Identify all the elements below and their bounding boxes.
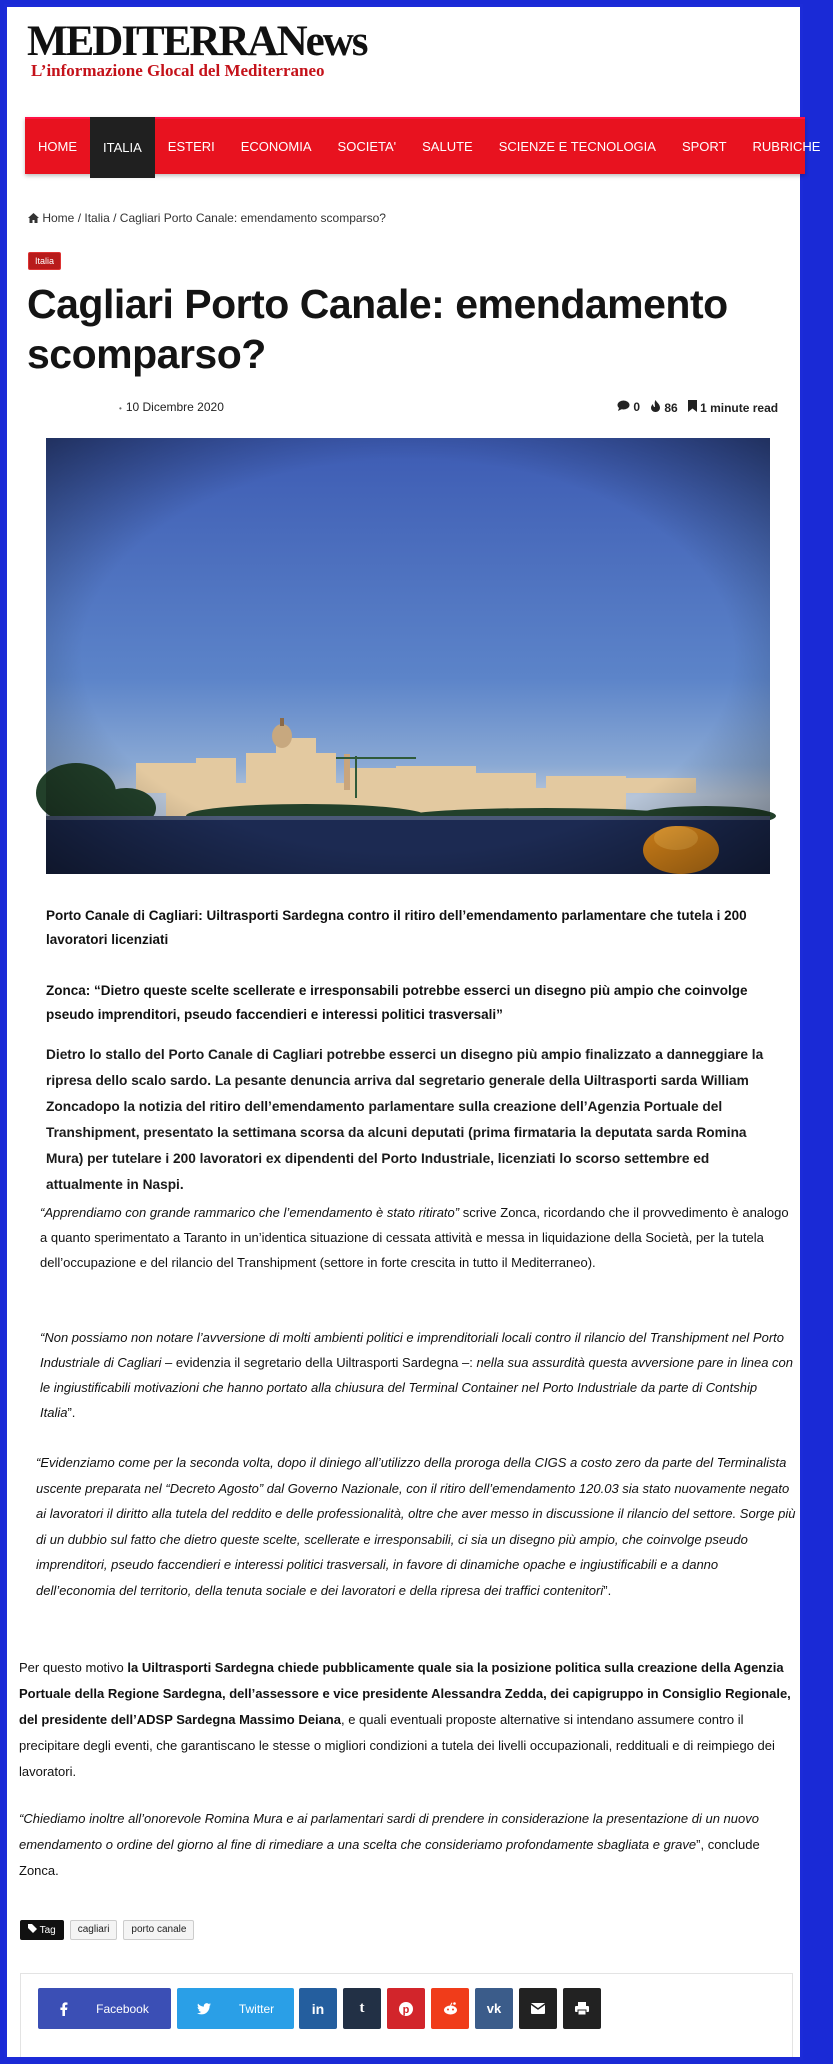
p2-mid: – evidenzia il segretario della Uiltrasporti Sardegna –: xyxy=(161,1355,477,1370)
svg-text:p: p xyxy=(402,2003,410,2016)
lead-text-b: dopo la notizia del ritiro dell’emendamento parlamentare sulla creazione dell’Agenzia Portuale del Transhipment, presentato la settimana scorsa da alcuni deputati (prima firmataria la deputata sarda Romina Mura) per tutelare i 200 lavoratori ex dipendenti del Porto Industriale, licenziati lo scorso settembre ed attualmente in Naspi. xyxy=(46,1099,747,1192)
tag-icon xyxy=(28,1924,37,1933)
tag-list xyxy=(20,1920,194,1940)
hero-image xyxy=(46,438,770,874)
comment-icon xyxy=(617,400,630,411)
facebook-label: Facebook xyxy=(96,2001,149,2016)
p5-quote: “Chiediamo inoltre all’onorevole Romina Mura e ai parlamentari sardi di prendere in considerazione la presentazione di un nuovo emendamento o ordine del giorno al fine di rimediare a una scelta che consideriamo profondamente sbagliata e grave xyxy=(19,1811,759,1852)
breadcrumb-section[interactable]: Italia xyxy=(84,211,110,225)
nav-item-italia[interactable]: ITALIA xyxy=(90,117,155,178)
p1-quote: “Apprendiamo con grande rammarico che l’emendamento è stato ritirato” xyxy=(40,1205,460,1220)
share-email-button[interactable] xyxy=(519,1988,557,2029)
home-icon xyxy=(28,213,39,223)
bookmark-icon xyxy=(688,400,697,412)
share-linkedin-button[interactable] xyxy=(299,1988,337,2029)
article-title: Cagliari Porto Canale: emendamento scomparso? xyxy=(27,281,728,377)
paragraph-3 xyxy=(36,1450,796,1603)
paragraph-4 xyxy=(19,1655,799,1785)
article-stats xyxy=(617,400,778,415)
breadcrumb-home[interactable]: Home xyxy=(42,211,75,225)
read-time xyxy=(688,400,778,415)
share-vk-button[interactable] xyxy=(475,1988,513,2029)
breadcrumb-separator: / xyxy=(113,211,117,225)
article-subtitle-2: Zonca: “Dietro queste scelte scellerate e irresponsabili potrebbe esserci un disegno più ampio che coinvolge pseudo imprenditori, pseudo faccendieri e interessi politici trasversali” xyxy=(46,983,748,1022)
nav-item-scienze[interactable]: SCIENZE E TECNOLOGIA xyxy=(498,139,656,154)
share-facebook-button[interactable] xyxy=(38,1988,171,2029)
views-count xyxy=(650,400,678,415)
twitter-label: Twitter xyxy=(238,2001,275,2016)
tag-label-text: Tag xyxy=(39,1925,56,1936)
nav-item-sport[interactable]: SPORT xyxy=(681,139,727,154)
reddit-icon xyxy=(443,2002,458,2015)
email-icon xyxy=(531,2003,545,2014)
tumblr-icon: t xyxy=(359,2000,365,2016)
facebook-icon xyxy=(60,2002,68,2016)
site-logo[interactable] xyxy=(27,19,367,81)
share-reddit-button[interactable] xyxy=(431,1988,469,2029)
p4-b: , e quali eventuali proposte alternative si intendano assumere contro il precipitare degli eventi, che garantiscano le stesse o migliori condizioni a tutela dei livelli occupazionali, reddituali e di reimpiego dei lavoratori. xyxy=(19,1712,775,1779)
p2-quote-b: nella sua assurdità questa avversione pare in linea con le ingiustificabili motivazioni che hanno portato alla chiusura del Terminal Container nel Porto Industriale da parte di Contship Italia xyxy=(40,1355,794,1420)
logo-text: MEDITERRANews xyxy=(27,18,367,65)
p4-a: Per questo motivo xyxy=(19,1660,128,1675)
nav-item-salute[interactable]: SALUTE xyxy=(422,139,473,154)
share-twitter-button[interactable] xyxy=(177,1988,294,2029)
article-lead xyxy=(46,1042,781,1198)
p1-rest: scrive Zonca, ricordando che il provvedimento è analogo a quanto sperimentato a Taranto in un’identica situazione di cessata attività e messa in liquidazione della Società, per la tutela dell’occupazione e del rilancio del Transhipment (settore in forte crescita in tutto il Mediterraneo). xyxy=(40,1205,789,1270)
nav-item-home[interactable]: HOME xyxy=(38,139,77,154)
share-tumblr-button[interactable] xyxy=(343,1988,381,2029)
p5-end: ”, conclude Zonca. xyxy=(19,1837,760,1878)
comments-count[interactable] xyxy=(617,400,640,415)
p2-end: ”. xyxy=(67,1405,76,1420)
vk-icon: vk xyxy=(486,2001,502,2016)
main-nav xyxy=(25,117,821,174)
views-value: 86 xyxy=(664,401,678,415)
comments-value: 0 xyxy=(633,400,641,414)
linkedin-icon: in xyxy=(311,2000,325,2017)
p2-quote-a: “Non possiamo non notare l’avversione di molti ambienti politici e imprenditoriali locali contro il rilancio del Transhipment nel Porto Industriale di Cagliari xyxy=(40,1330,784,1370)
article-date: • 10 Dicembre 2020 xyxy=(119,400,224,414)
date-text: 10 Dicembre 2020 xyxy=(125,400,224,414)
tag-chip[interactable]: cagliari xyxy=(70,1920,118,1940)
share-pinterest-button[interactable] xyxy=(387,1988,425,2029)
p3-end: ”. xyxy=(603,1582,612,1598)
nav-item-esteri[interactable]: ESTERI xyxy=(167,139,215,154)
p4-bold: la Uiltrasporti Sardegna chiede pubblicamente quale sia la posizione politica sulla creazione della Agenzia Portuale della Regione Sardegna, dell’assessore e vice presidente Alessandra Zedda, dei capigruppo in Consiglio Regionale, del presidente dell’ADSP Sardegna Massimo Deiana xyxy=(19,1660,791,1727)
paragraph-5 xyxy=(19,1806,799,1884)
tag-chip[interactable]: porto canale xyxy=(123,1920,194,1940)
lead-text-a: Dietro lo stallo del Porto Canale di Cagliari potrebbe esserci un disegno più ampio finalizzato a danneggiare la ripresa dello scalo sardo. La pesante denuncia arriva dal segretario generale della Uiltrasporti sarda xyxy=(46,1047,764,1088)
page-frame xyxy=(4,4,821,2060)
twitter-icon xyxy=(197,2003,211,2015)
tag-label xyxy=(20,1920,64,1940)
paragraph-2 xyxy=(40,1325,795,1425)
lead-name: William Zonca xyxy=(46,1073,749,1114)
p3-quote: “Evidenziamo come per la seconda volta, dopo il diniego all’utilizzo della proroga della CIGS a costo zero da parte del Terminalista uscente preparata nel “Decreto Agosto” dal Governo Nazionale, con il ritiro dell’emendamento 120.03 sia stato nuovamente negato ai lavoratori il diritto alla tutela del reddito e delle professionalità, oltre che aver messo in discussione il rilancio del settore. Sorge più di un dubbio sul fatto che dietro queste scelte, scellerate e irresponsabili, ci sia un disegno più ampio, che coinvolge pseudo imprenditori, pseudo faccendieri e interessi politici trasversali, in favore di dinamiche opache e ingiustificabili e a danno dell’economia del territorio, della tenuta sociale e dei lavoratori e della ripresa dei traffici contenitori xyxy=(36,1455,796,1598)
read-time-value: 1 minute read xyxy=(700,401,779,415)
pinterest-icon xyxy=(399,2002,413,2016)
breadcrumb-separator: / xyxy=(77,211,82,225)
print-icon xyxy=(575,2002,589,2015)
article-subtitle-1: Porto Canale di Cagliari: Uiltrasporti Sardegna contro il ritiro dell’emendamento parlamentare che tutela i 200 lavoratori licenziati xyxy=(46,908,747,947)
nav-item-economia[interactable]: ECONOMIA xyxy=(240,139,312,154)
paragraph-1 xyxy=(40,1200,795,1275)
category-badge[interactable]: Italia xyxy=(28,252,61,270)
nav-item-rubriche[interactable]: RUBRICHE xyxy=(752,139,821,154)
logo-tagline: L’informazione Glocal del Mediterraneo xyxy=(31,61,325,80)
breadcrumb xyxy=(28,211,386,225)
fire-icon xyxy=(650,400,661,412)
nav-item-societa[interactable]: SOCIETA' xyxy=(337,139,397,154)
breadcrumb-current: Cagliari Porto Canale: emendamento scomparso? xyxy=(119,211,386,225)
share-print-button[interactable] xyxy=(563,1988,601,2029)
